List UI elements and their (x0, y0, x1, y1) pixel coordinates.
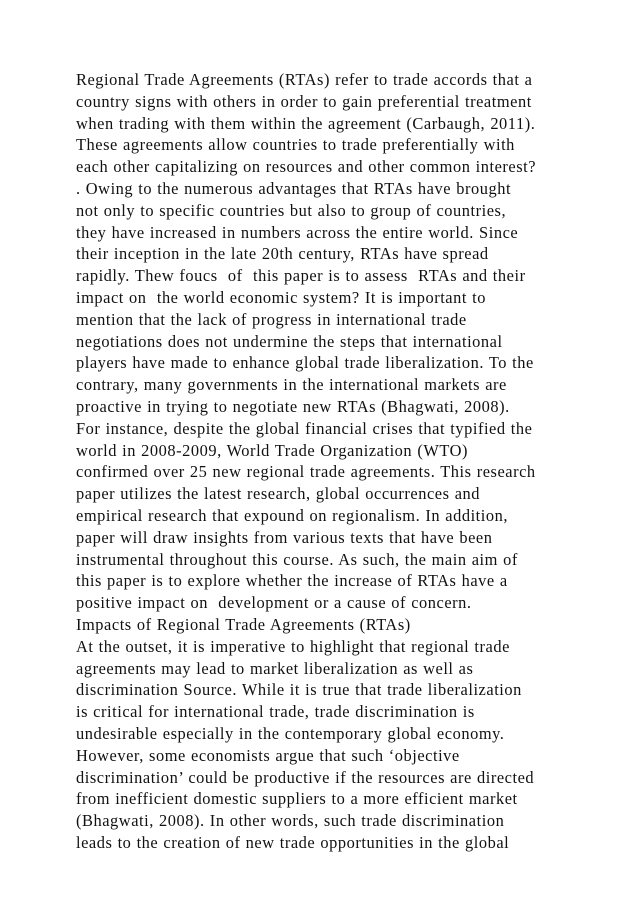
text-line: instrumental throughout this course. As such, the main aim of (76, 549, 518, 569)
text-line: discrimination Source. While it is true that trade liberalization (76, 680, 522, 700)
text-line: These agreements allow countries to trade preferentially with (76, 135, 515, 155)
body-text (76, 69, 636, 854)
text-line: country signs with others in order to gain preferential treatment (76, 91, 532, 111)
text-line: this paper is to explore whether the increase of RTAs have a (76, 571, 508, 591)
text-line: Impacts of Regional Trade Agreements (RTAs) (76, 614, 411, 634)
text-line: mention that the lack of progress in international trade (76, 309, 467, 329)
text-line: when trading with them within the agreement (Carbaugh, 2011). (76, 113, 536, 133)
text-line: agreements may lead to market liberalization as well as (76, 658, 474, 678)
text-line: At the outset, it is imperative to highlight that regional trade (76, 636, 510, 656)
text-line: undesirable especially in the contemporary global economy. (76, 723, 505, 743)
text-line: However, some economists argue that such ‘objective (76, 745, 460, 765)
text-line: (Bhagwati, 2008). In other words, such trade discrimination (76, 811, 505, 831)
text-line: contrary, many governments in the international markets are (76, 375, 507, 395)
text-line: impact on the world economic system? It is important to (76, 287, 486, 307)
text-line: negotiations does not undermine the steps that international (76, 331, 503, 351)
text-line: paper utilizes the latest research, global occurrences and (76, 484, 481, 504)
text-line: paper will draw insights from various texts that have been (76, 527, 493, 547)
text-line: discrimination’ could be productive if the resources are directed (76, 767, 535, 787)
text-line: empirical research that expound on regionalism. In addition, (76, 505, 509, 525)
text-line: each other capitalizing on resources and other common interest? (76, 157, 537, 177)
text-line: rapidly. Thew foucs of this paper is to assess RTAs and their (76, 266, 526, 286)
text-line: their inception in the late 20th century, RTAs have spread (76, 244, 489, 264)
text-line: players have made to enhance global trade liberalization. To the (76, 353, 534, 373)
text-line: leads to the creation of new trade opportunities in the global (76, 832, 510, 852)
text-line: positive impact on development or a cause of concern. (76, 593, 472, 613)
text-line: is critical for international trade, trade discrimination is (76, 702, 475, 722)
text-line: not only to specific countries but also to group of countries, (76, 200, 507, 220)
text-line: world in 2008-2009, World Trade Organization (WTO) (76, 440, 469, 460)
text-line: confirmed over 25 new regional trade agreements. This research (76, 462, 536, 482)
text-line: For instance, despite the global financial crises that typified the (76, 418, 533, 438)
text-line: they have increased in numbers across the entire world. Since (76, 222, 519, 242)
text-line: from inefficient domestic suppliers to a more efficient market (76, 789, 518, 809)
text-line: proactive in trying to negotiate new RTAs (Bhagwati, 2008). (76, 396, 510, 416)
text-line: Regional Trade Agreements (RTAs) refer to trade accords that a (76, 70, 533, 89)
text-line: . Owing to the numerous advantages that RTAs have brought (76, 178, 512, 198)
